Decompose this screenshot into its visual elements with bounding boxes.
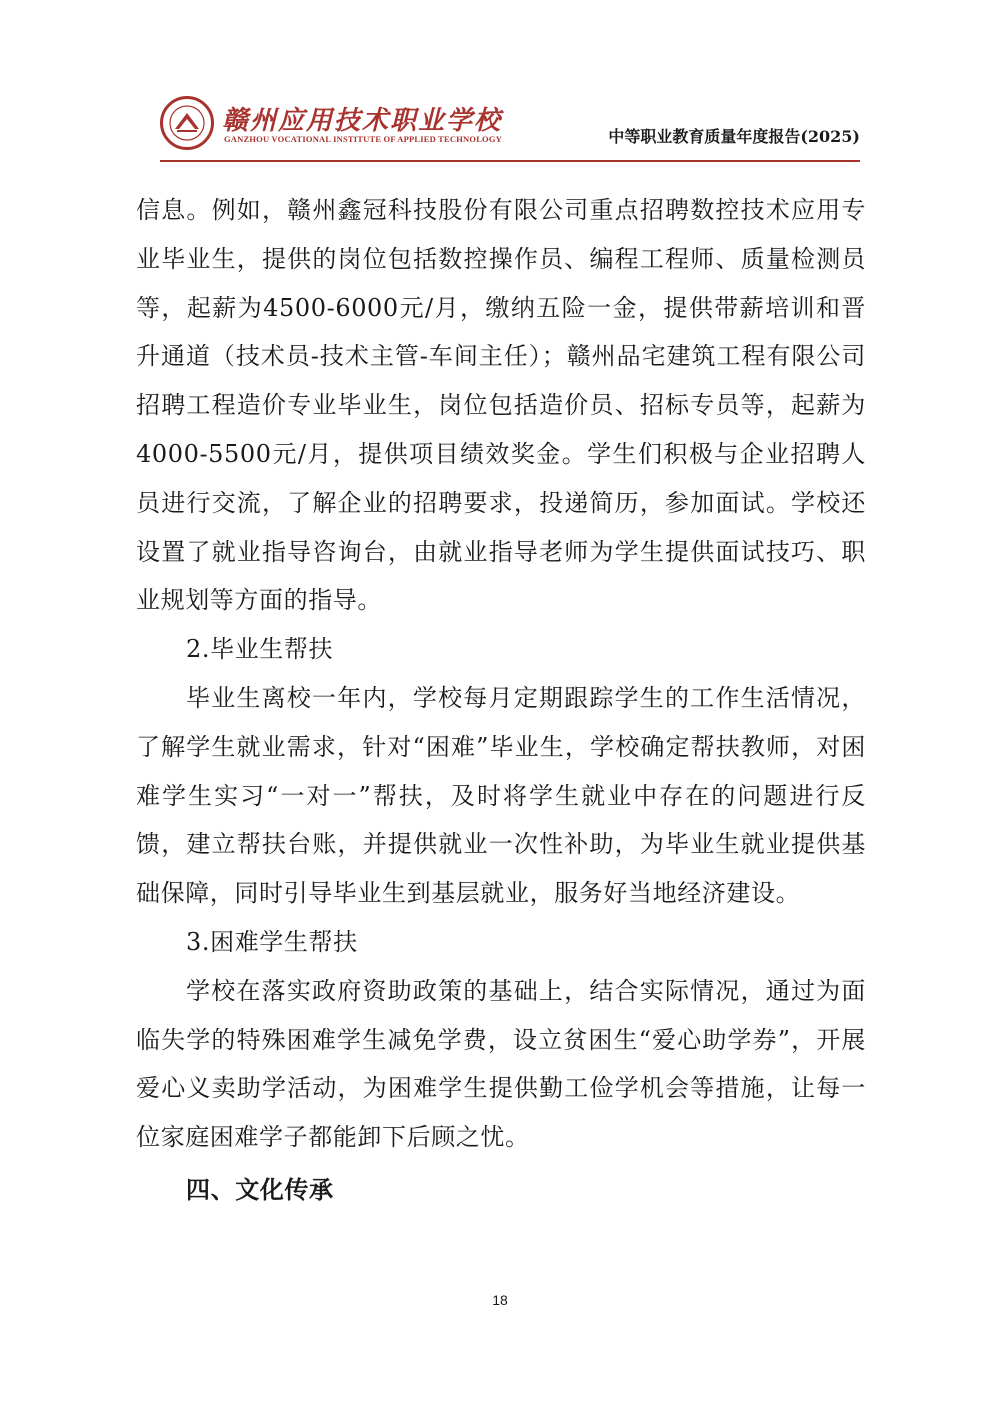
subsection-heading: 2.毕业生帮扶 (186, 635, 334, 664)
subsection-heading: 3.困难学生帮扶 (186, 927, 358, 956)
body-paragraph: 毕业生离校一年内，学校每月定期跟踪学生的工作生活情况，了解学生就业需求，针对“困难”毕业生，学校确定帮扶教师，对困难学生实习“一对一”帮扶，及时将学生就业中存在的问题进行反馈，建立帮扶台账，并提供就业一次性补助，为毕业生就业提供基础保障，同时引导毕业生到基层就业，服务好当地经济建设。 (136, 683, 866, 908)
section-heading: 四、文化传承 (186, 1175, 334, 1204)
emblem-graphic (163, 99, 211, 147)
page-header (160, 96, 860, 156)
body-paragraph: 学校在落实政府资助政策的基础上，结合实际情况，通过为面临失学的特殊困难学生减免学费，设立贫困生“爱心助学券”，开展爱心义卖助学活动，为困难学生提供勤工俭学机会等措施，让每一位家庭困难学子都能卸下后顾之忧。 (136, 976, 866, 1152)
school-name-english: GANZHOU VOCATIONAL INSTITUTE OF APPLIED TECHNOLOGY (224, 134, 503, 144)
school-name-chinese: 赣州应用技术职业学校 (222, 106, 503, 136)
page-number: 18 (492, 1292, 508, 1308)
school-emblem-icon (160, 96, 214, 150)
header-divider (160, 160, 860, 162)
page-body (136, 186, 866, 1215)
body-paragraph: 信息。例如，赣州鑫冠科技股份有限公司重点招聘数控技术应用专业毕业生，提供的岗位包括数控操作员、编程工程师、质量检测员等，起薪为4500-6000元/月，缴纳五险一金，提供带薪培训和晋升通道（技术员-技术主管-车间主任）；赣州品宅建筑工程有限公司招聘工程造价专业毕业生，岗位包括造价员、招标专员等，起薪为4000-5500元/月，提供项目绩效奖金。学生们积极与企业招聘人员进行交流，了解企业的招聘要求，投递简历，参加面试。学校还设置了就业指导咨询台，由就业指导老师为学生提供面试技巧、职业规划等方面的指导。 (136, 196, 866, 615)
report-title: 中等职业教育质量年度报告(2025) (608, 127, 860, 146)
